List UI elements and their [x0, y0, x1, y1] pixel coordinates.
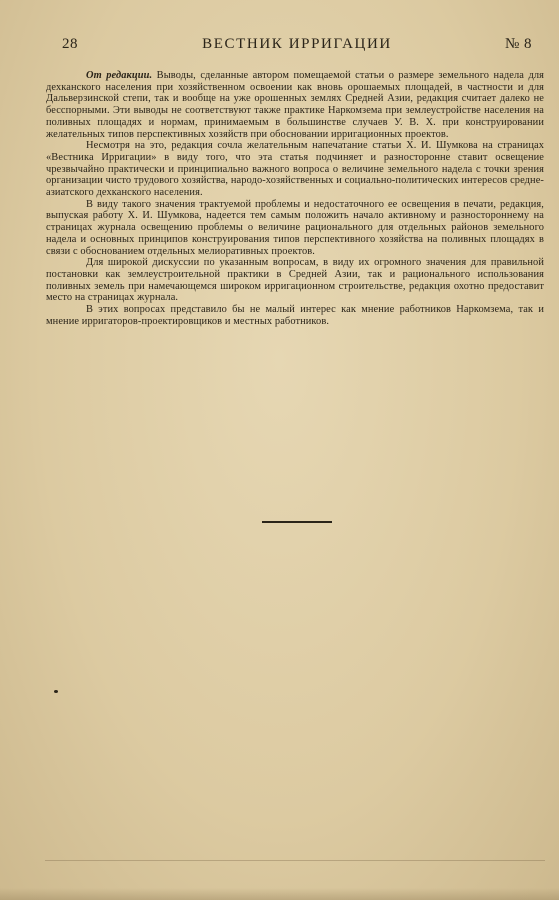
page-number: 28: [62, 36, 78, 52]
page-edge-shadow: [0, 888, 559, 900]
paragraph-5: В этих вопросах представило бы не малый интерес как мнение работников Наркомзема, так и мнение ирригаторов-проектировщиков и местных работников.: [46, 304, 544, 327]
section-divider: [262, 521, 332, 523]
paragraph-1: [46, 70, 544, 140]
paragraph-2: Несмотря на это, редакция сочла желательным напечатание статьи Х. И. Шумкова на страницах «Вестника Ирригации» в виду того, что эта статья подчиняет и разносторонне ставит освещение чрезвычайно практически и принципиально важного вопроса о величине земельного надела с точки зрения организации чисто трудового хозяйства, народо-хозяйственных и социально-политических интересов средне-азиатского дехканского населения.: [46, 140, 544, 199]
editorial-lead: От редакции.: [86, 70, 153, 81]
issue-number: № 8: [504, 36, 532, 52]
paragraph-3: В виду такого значения трактуемой проблемы и недостаточного ее освещения в печати, редакция, выпуская работу Х. И. Шумкова, надеется тем самым положить начало активному и разностороннему на страницах журнала освещению проблемы о величине рационального для отдельных районов земельного надела и основных принципов конструирования типов перспективного хозяйства на поливных площадях в связи с обоснованием отдельных мелиоративных проектов.: [46, 198, 544, 257]
ink-speck: [54, 690, 58, 693]
paragraph-4: Для широкой дискуссии по указанным вопросам, в виду их огромного значения для правильной постановки как землеустроительной практики в Средней Азии, так и рационального использования поливных земель при намечающемся широком ирригационном строительстве, редакция охотно предоставит место на страницах журнала.: [46, 257, 544, 304]
page-header: [62, 36, 532, 56]
editorial-note: [46, 70, 544, 327]
paragraph-1-text: Выводы, сделанные автором помещаемой статьи о размере земельного надела для дехканского населения при хозяйственном освоении как вновь орошаемых площадей, в частности и для Дальверзинской степи, так и вообще на уже орошенных землях Средней Азии, редакция считает далеко не бесспорными. Эти выводы не соответствуют также практике Наркомзема при землеустройстве населения на поливных площадях и нормам, принимаемым в большинстве случаев У. В. Х. при конструировании желательных типов перспективных хозяйств при обосновании ирригационных проектов.: [46, 70, 544, 140]
paper-crease: [45, 860, 545, 861]
journal-title: ВЕСТНИК ИРРИГАЦИИ: [202, 36, 392, 52]
